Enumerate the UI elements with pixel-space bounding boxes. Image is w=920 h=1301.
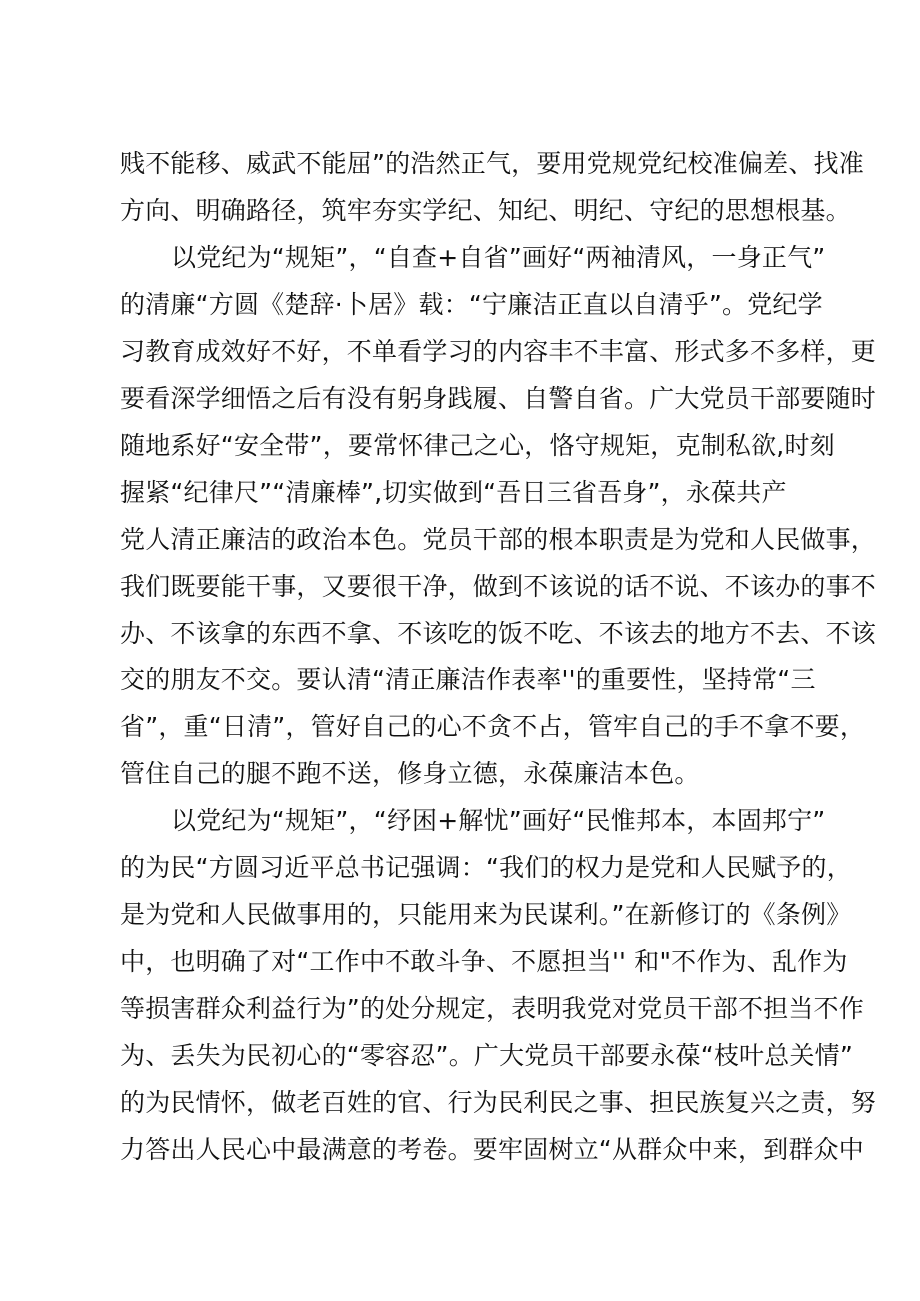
paragraph-line: 的清廉“方圆《楚辞·卜居》载：“宁廉洁正直以自清乎”。党纪学 xyxy=(120,290,823,319)
paragraph-line: 管住自己的腿不跑不送，修身立德，永葆廉洁本色。 xyxy=(120,759,700,788)
paragraph-line: 我们既要能干事，又要很干净，做到不该说的话不说、不该办的事不 xyxy=(120,572,877,601)
paragraph-line: 等损害群众利益行为”的处分规定，表明我党对党员干部不担当不作 xyxy=(120,994,864,1023)
paragraph-line: 是为党和人民做事用的，只能用来为民谋利。”在新修订的《条例》 xyxy=(120,900,852,929)
paragraph-line: 贱不能移、威武不能屈”的浩然正气，要用党规党纪校准偏差、找准 xyxy=(120,149,864,178)
paragraph-line: 随地系好“安全带”，要常怀律己之心，恪守规矩，克制私欲,时刻 xyxy=(120,431,835,460)
paragraph-line: 交的朋友不交。要认清“清正廉洁作表率''的重要性，坚持常“三 xyxy=(120,665,816,694)
paragraph-line: 方向、明确路径，筑牢夯实学纪、知纪、明纪、守纪的思想根基。 xyxy=(120,196,851,225)
paragraph-line: 为、丢失为民初心的“零容忍”。广大党员干部要永葆“枝叶总关情” xyxy=(120,1041,854,1070)
paragraph-line: 的为民情怀，做老百姓的官、行为民利民之事、担民族复兴之责，努 xyxy=(120,1088,877,1117)
paragraph-line: 习教育成效好不好，不单看学习的内容丰不丰富、形式多不多样，更 xyxy=(120,337,877,366)
paragraph-first-line: 以党纪为“规矩”，“纾困+解忧”画好“民惟邦本，本固邦宁” xyxy=(171,806,826,835)
paragraph-line: 办、不该拿的东西不拿、不该吃的饭不吃、不该去的地方不去、不该 xyxy=(120,619,877,648)
paragraph-line: 中，也明确了对“工作中不敢斗争、不愿担当'' 和"不作为、乱作为 xyxy=(120,947,848,976)
paragraph-line: 省”，重“日清”，管好自己的心不贪不占，管牢自己的手不拿不要， xyxy=(120,712,866,741)
paragraph-line: 握紧“纪律尺”“清廉棒”,切实做到“吾日三省吾身”，永葆共产 xyxy=(120,478,787,507)
paragraph-line: 党人清正廉洁的政治本色。党员干部的根本职责是为党和人民做事， xyxy=(120,525,877,554)
paragraph-line: 力答出人民心中最满意的考卷。要牢固树立“从群众中来，到群众中 xyxy=(120,1135,864,1164)
paragraph-line: 的为民“方圆习近平总书记强调：“我们的权力是党和人民赋予的， xyxy=(120,853,852,882)
paragraph-first-line: 以党纪为“规矩”，“自查+自省”画好“两袖清风，一身正气” xyxy=(171,243,826,272)
paragraph-line: 要看深学细悟之后有没有躬身践履、自警自省。广大党员干部要随时 xyxy=(120,384,877,413)
